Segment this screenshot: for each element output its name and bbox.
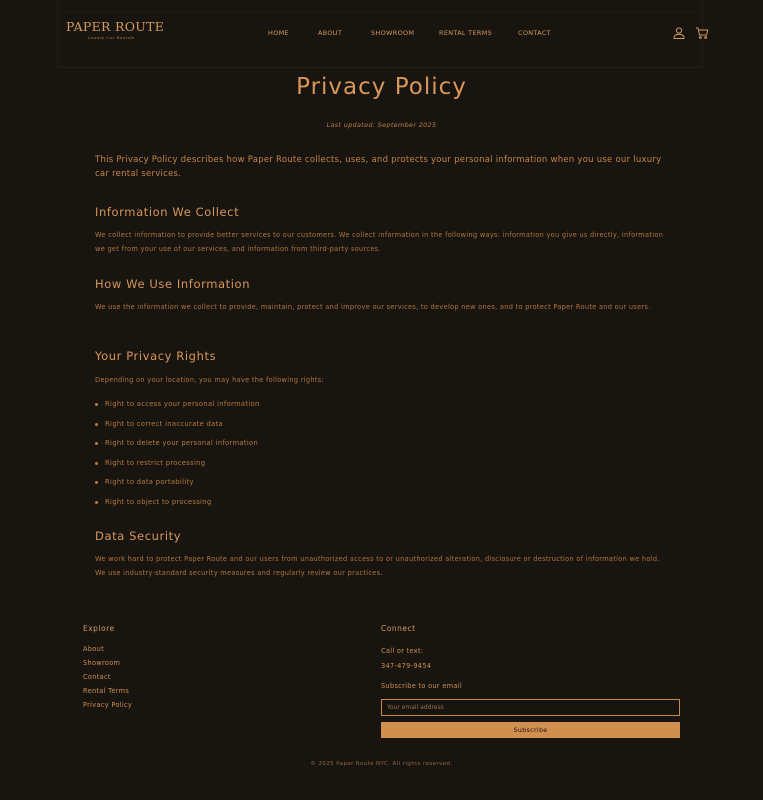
- nav-showroom[interactable]: SHOWROOM: [371, 29, 415, 37]
- footer-explore-title: Explore: [83, 624, 115, 633]
- section-heading-how-we-use: How We Use Information: [95, 277, 251, 291]
- last-updated: Last updated: September 2025: [326, 121, 437, 129]
- phone-number[interactable]: 347-479-9454: [381, 662, 432, 670]
- header-divider: [58, 12, 704, 13]
- footer-link-showroom[interactable]: Showroom: [83, 659, 121, 667]
- bullet: [95, 403, 98, 406]
- site-header: [57, 0, 703, 68]
- user-icon[interactable]: [672, 26, 686, 40]
- list-item: Right to access your personal information: [95, 398, 495, 418]
- main-nav: [58, 29, 704, 41]
- section-heading-privacy-rights: Your Privacy Rights: [95, 349, 217, 363]
- bullet: [95, 481, 98, 484]
- section-body-privacy-rights: Depending on your location, you may have the following rights:: [95, 376, 324, 384]
- nav-rental-terms[interactable]: RENTAL TERMS: [439, 29, 493, 37]
- logo-wordmark: PAPER ROUTE: [66, 19, 165, 34]
- privacy-rights-list: [95, 398, 495, 515]
- footer-link-about[interactable]: About: [83, 645, 104, 653]
- footer-link-rental-terms[interactable]: Rental Terms: [83, 687, 130, 695]
- section-body-information-we-collect: We collect information to provide better services to our customers. We collect information in the following ways: information you give us directly, information we get from your use of our services, and information from third-party sources.: [95, 231, 664, 253]
- nav-contact[interactable]: CONTACT: [518, 29, 551, 37]
- nav-about[interactable]: ABOUT: [318, 29, 343, 37]
- subscribe-label: Subscribe to our email: [381, 682, 463, 690]
- list-item: Right to restrict processing: [95, 457, 495, 477]
- copyright: © 2025 Paper Route NYC. All rights reserved.: [310, 761, 453, 767]
- section-body-data-security: We work hard to protect Paper Route and our users from unauthorized access to or unauthorized alteration, disclosure or destruction of information we hold. We use industry-standard security measures and regularly review our practices.: [95, 555, 660, 577]
- bullet: [95, 501, 98, 504]
- cart-icon[interactable]: [695, 26, 709, 40]
- list-item: Right to data portability: [95, 476, 495, 496]
- list-item: Right to correct inaccurate data: [95, 418, 495, 438]
- footer-connect-title: Connect: [381, 624, 416, 633]
- subscribe-button[interactable]: Subscribe: [381, 722, 680, 738]
- nav-home[interactable]: HOME: [268, 29, 289, 37]
- footer-link-privacy-policy[interactable]: Privacy Policy: [83, 701, 133, 709]
- bullet: [95, 462, 98, 465]
- section-heading-information-we-collect: Information We Collect: [95, 205, 240, 219]
- page-title: Privacy Policy: [296, 74, 467, 100]
- call-label: Call or text:: [381, 647, 424, 655]
- section-heading-data-security: Data Security: [95, 529, 182, 543]
- section-body-how-we-use: We use the information we collect to provide, maintain, protect and improve our services, to develop new ones, and to protect Paper Route and our users.: [95, 303, 651, 311]
- bullet: [95, 423, 98, 426]
- logo-tagline: Luxury Car Rentals: [88, 35, 135, 40]
- footer-link-contact[interactable]: Contact: [83, 673, 111, 681]
- intro-paragraph: This Privacy Policy describes how Paper Route collects, uses, and protects your personal information when you use our luxury car rental services.: [95, 155, 662, 179]
- bullet: [95, 442, 98, 445]
- list-item: Right to delete your personal information: [95, 437, 495, 457]
- email-input[interactable]: [381, 699, 680, 716]
- list-item: Right to object to processing: [95, 496, 495, 516]
